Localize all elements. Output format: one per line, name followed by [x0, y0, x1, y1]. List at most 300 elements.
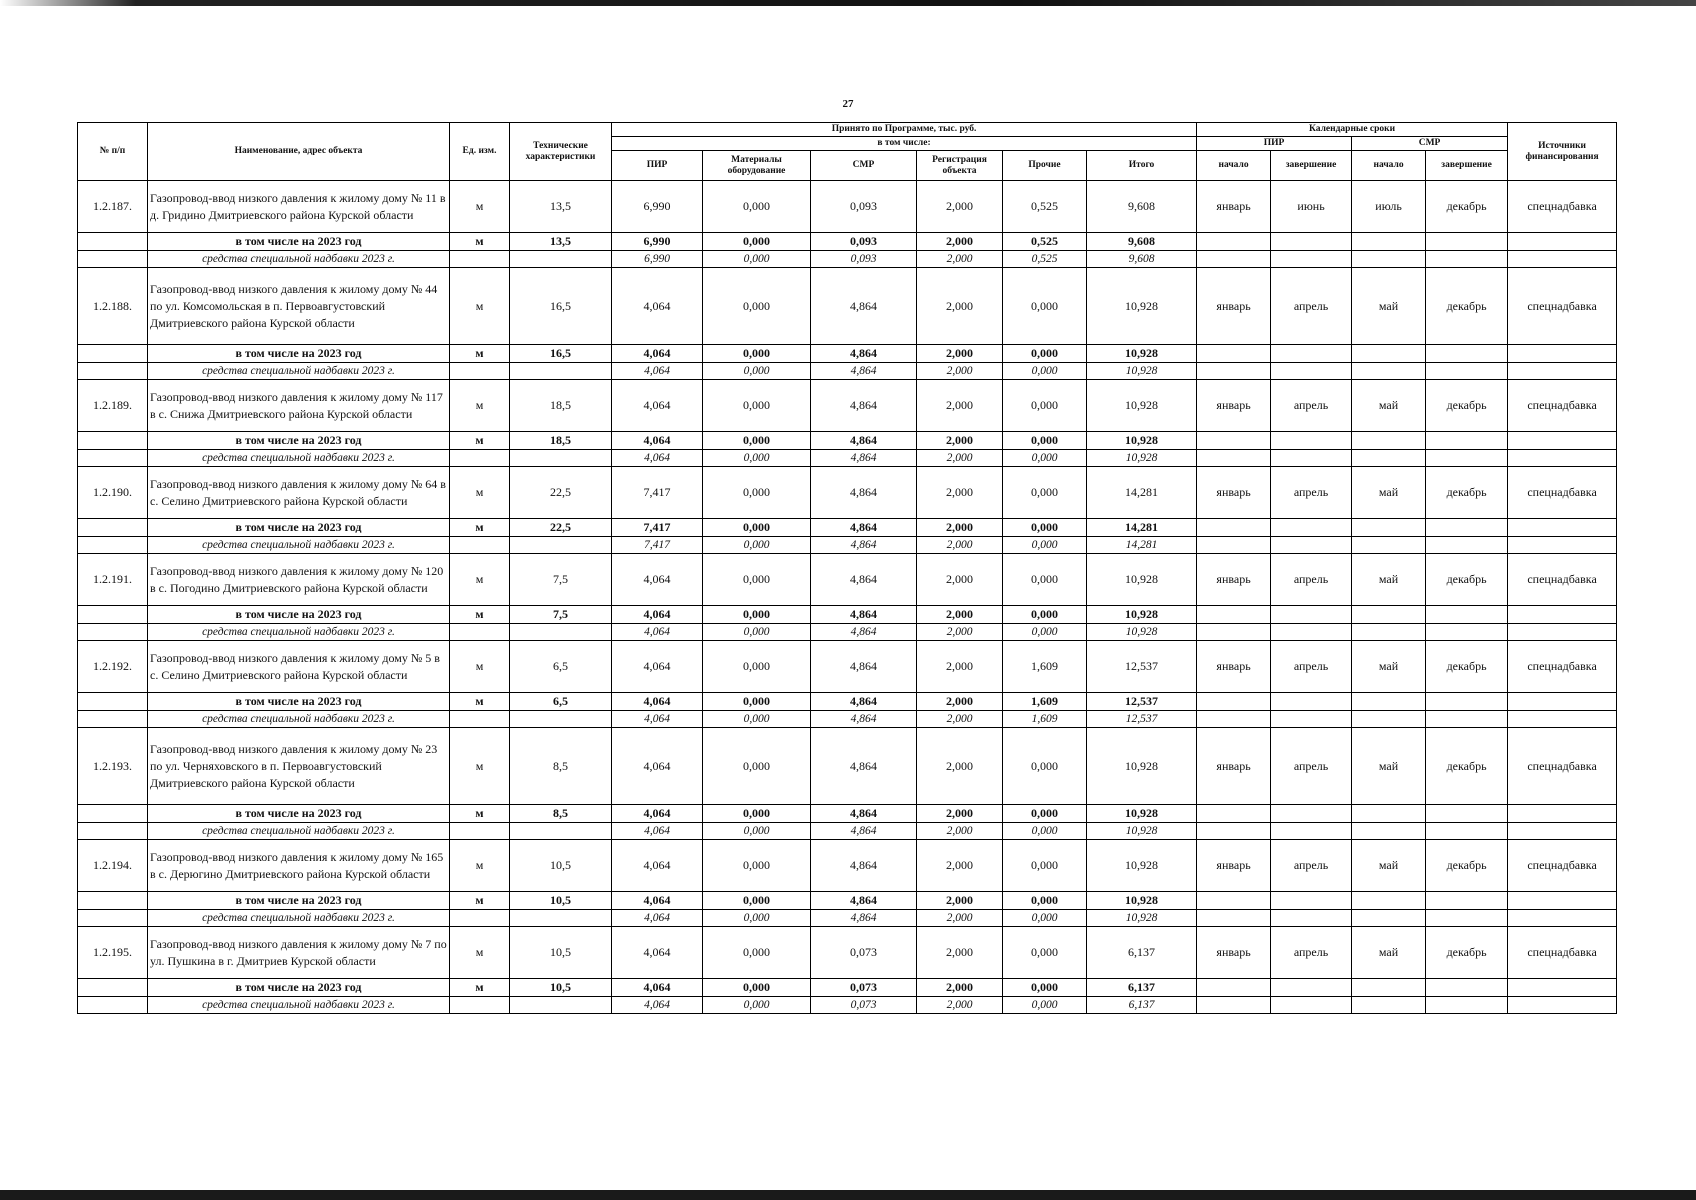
unit-cell: м	[450, 840, 510, 892]
fund-empty-cell	[78, 711, 148, 728]
subtotal-tech: 18,5	[510, 432, 612, 450]
subtotal-unit: м	[450, 519, 510, 537]
fund-empty-cell	[510, 624, 612, 641]
subtotal-pir-cell: 4,064	[612, 979, 703, 997]
subtotal-tech: 13,5	[510, 233, 612, 251]
fund-empty-cell	[1426, 537, 1508, 554]
fund-pir-cell: 4,064	[612, 624, 703, 641]
fund-empty-cell	[1197, 997, 1271, 1014]
pir-end-cell: апрель	[1271, 554, 1352, 606]
tech-cell: 10,5	[510, 927, 612, 979]
other-cell: 0,525	[1003, 181, 1087, 233]
fund-empty-cell	[1426, 363, 1508, 380]
fund-empty-cell	[1508, 624, 1617, 641]
reg-cell: 2,000	[917, 268, 1003, 345]
pir-end-cell: июнь	[1271, 181, 1352, 233]
subtotal-empty-cell	[1426, 345, 1508, 363]
subtotal-empty-cell	[1352, 519, 1426, 537]
table-row	[78, 840, 1617, 892]
subtotal-empty-cell	[1197, 233, 1271, 251]
header-total: Итого	[1087, 151, 1197, 181]
header-pir: ПИР	[612, 151, 703, 181]
pir-start-cell: январь	[1197, 840, 1271, 892]
other-cell: 0,000	[1003, 554, 1087, 606]
object-name: Газопровод-ввод низкого давления к жилому дому № 23 по ул. Черняховского в п. Первоавгустовский Дмитриевского района Курской области	[148, 728, 450, 805]
object-name: Газопровод-ввод низкого давления к жилому дому № 44 по ул. Комсомольская в п. Первоавгустовский Дмитриевского района Курской области	[148, 268, 450, 345]
fund-label: средства специальной надбавки 2023 г.	[148, 363, 450, 380]
subtotal-total-cell: 9,608	[1087, 233, 1197, 251]
tech-cell: 10,5	[510, 840, 612, 892]
fund-empty-cell	[1197, 823, 1271, 840]
subtotal-smr-cell: 4,864	[811, 519, 917, 537]
header-materials: Материалы оборудование	[703, 151, 811, 181]
subtotal-empty-cell	[1197, 519, 1271, 537]
pir-start-cell: январь	[1197, 641, 1271, 693]
fund-empty-cell	[78, 537, 148, 554]
fund-row	[78, 711, 1617, 728]
subtotal-unit: м	[450, 892, 510, 910]
fund-empty-cell	[510, 910, 612, 927]
subtotal-empty-cell	[1352, 606, 1426, 624]
source-cell: спецнадбавка	[1508, 728, 1617, 805]
subtotal-label: в том числе на 2023 год	[148, 606, 450, 624]
row-number: 1.2.191.	[78, 554, 148, 606]
subtotal-empty-cell	[1508, 606, 1617, 624]
subtotal-smr-cell: 0,093	[811, 233, 917, 251]
fund-empty-cell	[510, 711, 612, 728]
smr-start-cell: май	[1352, 380, 1426, 432]
fund-pir-cell: 4,064	[612, 910, 703, 927]
subtotal-mat-cell: 0,000	[703, 805, 811, 823]
smr-end-cell: декабрь	[1426, 840, 1508, 892]
fund-total-cell: 10,928	[1087, 823, 1197, 840]
pir-start-cell: январь	[1197, 268, 1271, 345]
fund-empty-cell	[1352, 711, 1426, 728]
fund-reg-cell: 2,000	[917, 624, 1003, 641]
fund-pir-cell: 6,990	[612, 251, 703, 268]
fund-other-cell: 0,000	[1003, 997, 1087, 1014]
unit-cell: м	[450, 641, 510, 693]
reg-cell: 2,000	[917, 380, 1003, 432]
subtotal-empty-cell	[1271, 345, 1352, 363]
program-table	[77, 122, 1617, 1014]
header-pir-end: завершение	[1271, 151, 1352, 181]
smr-end-cell: декабрь	[1426, 268, 1508, 345]
table-row	[78, 268, 1617, 345]
subtotal-empty-cell	[1508, 805, 1617, 823]
fund-empty-cell	[1197, 363, 1271, 380]
reg-cell: 2,000	[917, 181, 1003, 233]
subtotal-mat-cell: 0,000	[703, 233, 811, 251]
subtotal-empty-cell	[78, 693, 148, 711]
subtotal-empty-cell	[78, 345, 148, 363]
subtotal-empty-cell	[1508, 892, 1617, 910]
fund-empty-cell	[1271, 537, 1352, 554]
object-name: Газопровод-ввод низкого давления к жилому дому № 11 в д. Гридино Дмитриевского района Курской области	[148, 181, 450, 233]
subtotal-label: в том числе на 2023 год	[148, 233, 450, 251]
smr-start-cell: май	[1352, 268, 1426, 345]
header-including: в том числе:	[612, 137, 1197, 151]
fund-empty-cell	[1197, 711, 1271, 728]
total-cell: 6,137	[1087, 927, 1197, 979]
smr-start-cell: май	[1352, 927, 1426, 979]
mat-cell: 0,000	[703, 467, 811, 519]
fund-reg-cell: 2,000	[917, 363, 1003, 380]
subtotal-reg-cell: 2,000	[917, 519, 1003, 537]
fund-empty-cell	[450, 537, 510, 554]
row-number: 1.2.195.	[78, 927, 148, 979]
fund-empty-cell	[1352, 823, 1426, 840]
fund-other-cell: 0,000	[1003, 537, 1087, 554]
fund-row	[78, 251, 1617, 268]
fund-empty-cell	[1352, 363, 1426, 380]
row-number: 1.2.190.	[78, 467, 148, 519]
subtotal-smr-cell: 4,864	[811, 345, 917, 363]
fund-empty-cell	[450, 251, 510, 268]
subtotal-smr-cell: 4,864	[811, 606, 917, 624]
subtotal-total-cell: 10,928	[1087, 805, 1197, 823]
fund-empty-cell	[1508, 363, 1617, 380]
fund-empty-cell	[78, 997, 148, 1014]
source-cell: спецнадбавка	[1508, 380, 1617, 432]
pir-start-cell: январь	[1197, 927, 1271, 979]
subtotal-unit: м	[450, 432, 510, 450]
pir-cell: 4,064	[612, 554, 703, 606]
subtotal-pir-cell: 4,064	[612, 805, 703, 823]
subtotal-pir-cell: 6,990	[612, 233, 703, 251]
fund-label: средства специальной надбавки 2023 г.	[148, 823, 450, 840]
subtotal-row	[78, 693, 1617, 711]
smr-end-cell: декабрь	[1426, 641, 1508, 693]
smr-cell: 4,864	[811, 641, 917, 693]
subtotal-empty-cell	[78, 432, 148, 450]
subtotal-other-cell: 1,609	[1003, 693, 1087, 711]
fund-empty-cell	[78, 363, 148, 380]
fund-mat-cell: 0,000	[703, 910, 811, 927]
subtotal-empty-cell	[1352, 233, 1426, 251]
fund-row	[78, 363, 1617, 380]
table-row	[78, 641, 1617, 693]
smr-cell: 4,864	[811, 467, 917, 519]
subtotal-mat-cell: 0,000	[703, 606, 811, 624]
fund-empty-cell	[1197, 624, 1271, 641]
subtotal-label: в том числе на 2023 год	[148, 805, 450, 823]
smr-start-cell: май	[1352, 554, 1426, 606]
pir-cell: 4,064	[612, 728, 703, 805]
fund-smr-cell: 4,864	[811, 363, 917, 380]
other-cell: 0,000	[1003, 927, 1087, 979]
pir-start-cell: январь	[1197, 554, 1271, 606]
subtotal-tech: 16,5	[510, 345, 612, 363]
tech-cell: 16,5	[510, 268, 612, 345]
fund-total-cell: 10,928	[1087, 450, 1197, 467]
subtotal-empty-cell	[1197, 979, 1271, 997]
fund-empty-cell	[1426, 910, 1508, 927]
fund-smr-cell: 4,864	[811, 537, 917, 554]
fund-empty-cell	[1508, 823, 1617, 840]
subtotal-empty-cell	[78, 606, 148, 624]
object-name: Газопровод-ввод низкого давления к жилому дому № 117 в с. Снижа Дмитриевского района Курской области	[148, 380, 450, 432]
fund-empty-cell	[450, 450, 510, 467]
mat-cell: 0,000	[703, 927, 811, 979]
subtotal-empty-cell	[1271, 432, 1352, 450]
row-number: 1.2.194.	[78, 840, 148, 892]
subtotal-label: в том числе на 2023 год	[148, 892, 450, 910]
smr-cell: 4,864	[811, 840, 917, 892]
fund-empty-cell	[1508, 537, 1617, 554]
tech-cell: 6,5	[510, 641, 612, 693]
subtotal-other-cell: 0,000	[1003, 432, 1087, 450]
fund-empty-cell	[1271, 711, 1352, 728]
subtotal-pir-cell: 4,064	[612, 892, 703, 910]
table-row	[78, 728, 1617, 805]
smr-cell: 4,864	[811, 268, 917, 345]
fund-mat-cell: 0,000	[703, 450, 811, 467]
source-cell: спецнадбавка	[1508, 840, 1617, 892]
smr-cell: 4,864	[811, 380, 917, 432]
reg-cell: 2,000	[917, 467, 1003, 519]
header-unit: Ед. изм.	[450, 123, 510, 181]
subtotal-total-cell: 12,537	[1087, 693, 1197, 711]
subtotal-row	[78, 606, 1617, 624]
smr-end-cell: декабрь	[1426, 467, 1508, 519]
pir-cell: 6,990	[612, 181, 703, 233]
mat-cell: 0,000	[703, 641, 811, 693]
fund-empty-cell	[510, 997, 612, 1014]
pir-cell: 4,064	[612, 641, 703, 693]
fund-empty-cell	[510, 823, 612, 840]
fund-empty-cell	[1352, 910, 1426, 927]
fund-row	[78, 823, 1617, 840]
subtotal-pir-cell: 4,064	[612, 345, 703, 363]
fund-empty-cell	[450, 910, 510, 927]
header-cal-smr: СМР	[1352, 137, 1508, 151]
header-no: № п/п	[78, 123, 148, 181]
subtotal-row	[78, 892, 1617, 910]
fund-empty-cell	[1352, 537, 1426, 554]
pir-cell: 4,064	[612, 927, 703, 979]
table-row	[78, 554, 1617, 606]
fund-empty-cell	[78, 910, 148, 927]
fund-empty-cell	[78, 251, 148, 268]
fund-mat-cell: 0,000	[703, 711, 811, 728]
unit-cell: м	[450, 927, 510, 979]
header-tech: Технические характеристики	[510, 123, 612, 181]
subtotal-total-cell: 10,928	[1087, 345, 1197, 363]
fund-empty-cell	[1426, 251, 1508, 268]
fund-empty-cell	[1271, 910, 1352, 927]
reg-cell: 2,000	[917, 641, 1003, 693]
subtotal-other-cell: 0,525	[1003, 233, 1087, 251]
fund-pir-cell: 4,064	[612, 711, 703, 728]
row-number: 1.2.192.	[78, 641, 148, 693]
fund-smr-cell: 4,864	[811, 910, 917, 927]
source-cell: спецнадбавка	[1508, 927, 1617, 979]
fund-total-cell: 6,137	[1087, 997, 1197, 1014]
smr-cell: 4,864	[811, 728, 917, 805]
fund-empty-cell	[1271, 823, 1352, 840]
fund-other-cell: 0,525	[1003, 251, 1087, 268]
smr-cell: 0,093	[811, 181, 917, 233]
table-row	[78, 467, 1617, 519]
subtotal-empty-cell	[78, 233, 148, 251]
scan-edge-top	[0, 0, 1696, 6]
subtotal-empty-cell	[1352, 432, 1426, 450]
subtotal-row	[78, 233, 1617, 251]
fund-reg-cell: 2,000	[917, 997, 1003, 1014]
subtotal-empty-cell	[1426, 693, 1508, 711]
fund-empty-cell	[1271, 997, 1352, 1014]
tech-cell: 8,5	[510, 728, 612, 805]
fund-mat-cell: 0,000	[703, 363, 811, 380]
subtotal-empty-cell	[1271, 693, 1352, 711]
fund-reg-cell: 2,000	[917, 823, 1003, 840]
fund-smr-cell: 4,864	[811, 450, 917, 467]
fund-empty-cell	[1426, 997, 1508, 1014]
subtotal-row	[78, 805, 1617, 823]
unit-cell: м	[450, 181, 510, 233]
subtotal-pir-cell: 4,064	[612, 432, 703, 450]
fund-empty-cell	[1271, 251, 1352, 268]
fund-smr-cell: 0,093	[811, 251, 917, 268]
subtotal-pir-cell: 4,064	[612, 606, 703, 624]
subtotal-empty-cell	[1352, 345, 1426, 363]
fund-row	[78, 910, 1617, 927]
subtotal-unit: м	[450, 345, 510, 363]
fund-mat-cell: 0,000	[703, 537, 811, 554]
table-header	[78, 123, 1617, 181]
subtotal-empty-cell	[78, 519, 148, 537]
fund-empty-cell	[510, 363, 612, 380]
subtotal-empty-cell	[1352, 892, 1426, 910]
subtotal-row	[78, 979, 1617, 997]
source-cell: спецнадбавка	[1508, 467, 1617, 519]
subtotal-mat-cell: 0,000	[703, 979, 811, 997]
fund-empty-cell	[450, 711, 510, 728]
subtotal-empty-cell	[1197, 892, 1271, 910]
fund-label: средства специальной надбавки 2023 г.	[148, 251, 450, 268]
total-cell: 10,928	[1087, 728, 1197, 805]
header-pir-start: начало	[1197, 151, 1271, 181]
smr-cell: 0,073	[811, 927, 917, 979]
smr-start-cell: июль	[1352, 181, 1426, 233]
fund-empty-cell	[1508, 997, 1617, 1014]
smr-start-cell: май	[1352, 728, 1426, 805]
subtotal-label: в том числе на 2023 год	[148, 519, 450, 537]
subtotal-total-cell: 14,281	[1087, 519, 1197, 537]
subtotal-empty-cell	[1426, 805, 1508, 823]
fund-pir-cell: 4,064	[612, 997, 703, 1014]
fund-empty-cell	[1426, 711, 1508, 728]
scan-edge-bottom	[0, 1190, 1696, 1200]
fund-empty-cell	[1197, 251, 1271, 268]
subtotal-reg-cell: 2,000	[917, 606, 1003, 624]
subtotal-empty-cell	[1426, 979, 1508, 997]
subtotal-reg-cell: 2,000	[917, 979, 1003, 997]
mat-cell: 0,000	[703, 554, 811, 606]
fund-other-cell: 0,000	[1003, 363, 1087, 380]
subtotal-empty-cell	[78, 892, 148, 910]
fund-total-cell: 10,928	[1087, 624, 1197, 641]
fund-empty-cell	[1197, 537, 1271, 554]
fund-empty-cell	[1426, 823, 1508, 840]
object-name: Газопровод-ввод низкого давления к жилому дому № 5 в с. Селино Дмитриевского района Курской области	[148, 641, 450, 693]
fund-smr-cell: 4,864	[811, 711, 917, 728]
fund-pir-cell: 4,064	[612, 450, 703, 467]
fund-other-cell: 0,000	[1003, 910, 1087, 927]
smr-start-cell: май	[1352, 641, 1426, 693]
fund-mat-cell: 0,000	[703, 251, 811, 268]
smr-end-cell: декабрь	[1426, 380, 1508, 432]
row-number: 1.2.189.	[78, 380, 148, 432]
object-name: Газопровод-ввод низкого давления к жилому дому № 7 по ул. Пушкина в г. Дмитриев Курской области	[148, 927, 450, 979]
subtotal-tech: 10,5	[510, 892, 612, 910]
smr-end-cell: декабрь	[1426, 927, 1508, 979]
fund-mat-cell: 0,000	[703, 997, 811, 1014]
subtotal-unit: м	[450, 979, 510, 997]
fund-other-cell: 0,000	[1003, 450, 1087, 467]
subtotal-row	[78, 519, 1617, 537]
subtotal-unit: м	[450, 233, 510, 251]
subtotal-row	[78, 432, 1617, 450]
subtotal-tech: 6,5	[510, 693, 612, 711]
subtotal-smr-cell: 4,864	[811, 693, 917, 711]
source-cell: спецнадбавка	[1508, 268, 1617, 345]
subtotal-other-cell: 0,000	[1003, 805, 1087, 823]
subtotal-empty-cell	[1197, 432, 1271, 450]
pir-cell: 4,064	[612, 840, 703, 892]
subtotal-unit: м	[450, 606, 510, 624]
fund-label: средства специальной надбавки 2023 г.	[148, 624, 450, 641]
mat-cell: 0,000	[703, 181, 811, 233]
mat-cell: 0,000	[703, 840, 811, 892]
fund-total-cell: 12,537	[1087, 711, 1197, 728]
total-cell: 10,928	[1087, 268, 1197, 345]
subtotal-reg-cell: 2,000	[917, 693, 1003, 711]
fund-empty-cell	[1508, 450, 1617, 467]
other-cell: 0,000	[1003, 728, 1087, 805]
unit-cell: м	[450, 380, 510, 432]
subtotal-empty-cell	[1197, 606, 1271, 624]
subtotal-empty-cell	[1352, 693, 1426, 711]
header-sources: Источники финансирования	[1508, 123, 1617, 181]
pir-cell: 4,064	[612, 268, 703, 345]
fund-pir-cell: 7,417	[612, 537, 703, 554]
source-cell: спецнадбавка	[1508, 181, 1617, 233]
tech-cell: 7,5	[510, 554, 612, 606]
fund-total-cell: 14,281	[1087, 537, 1197, 554]
fund-empty-cell	[1352, 624, 1426, 641]
subtotal-reg-cell: 2,000	[917, 805, 1003, 823]
header-accepted: Принято по Программе, тыс. руб.	[612, 123, 1197, 137]
subtotal-empty-cell	[1508, 233, 1617, 251]
subtotal-other-cell: 0,000	[1003, 606, 1087, 624]
fund-empty-cell	[450, 363, 510, 380]
header-smr-end: завершение	[1426, 151, 1508, 181]
subtotal-smr-cell: 4,864	[811, 805, 917, 823]
subtotal-empty-cell	[1508, 519, 1617, 537]
fund-label: средства специальной надбавки 2023 г.	[148, 450, 450, 467]
other-cell: 0,000	[1003, 467, 1087, 519]
subtotal-reg-cell: 2,000	[917, 432, 1003, 450]
fund-empty-cell	[1508, 251, 1617, 268]
subtotal-label: в том числе на 2023 год	[148, 693, 450, 711]
fund-other-cell: 1,609	[1003, 711, 1087, 728]
mat-cell: 0,000	[703, 380, 811, 432]
other-cell: 1,609	[1003, 641, 1087, 693]
fund-row	[78, 450, 1617, 467]
smr-start-cell: май	[1352, 840, 1426, 892]
